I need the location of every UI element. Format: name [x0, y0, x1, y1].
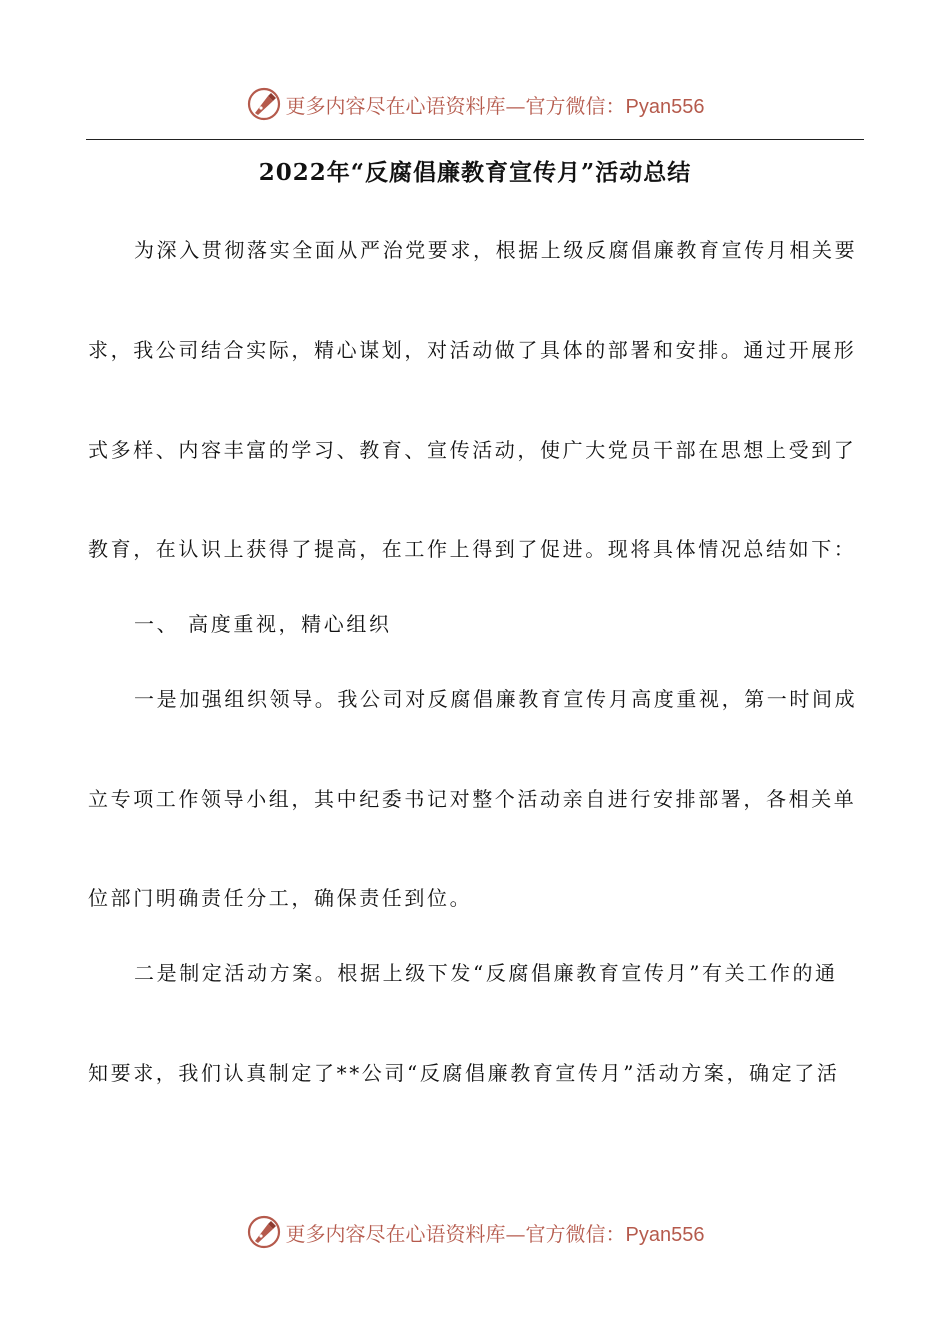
banner-account: Pyan556 [625, 1223, 705, 1246]
paragraph-line: 式多样、内容丰富的学习、教育、宣传活动，使广大党员干部在思想上受到了 [88, 438, 857, 462]
paragraph-line: 立专项工作领导小组，其中纪委书记对整个活动亲自进行安排部署，各相关单 [88, 787, 857, 811]
footer-banner [0, 1212, 950, 1252]
paragraph-line: 教育，在认识上获得了提高，在工作上得到了促进。现将具体情况总结如下： [88, 537, 857, 561]
banner-label: 更多内容尽在心语资料库—官方微信： [285, 1221, 626, 1246]
pen-nib-icon [246, 86, 282, 122]
header-rule [86, 139, 864, 140]
paragraph-line: 为深入贯彻落实全面从严治党要求，根据上级反腐倡廉教育宣传月相关要 [134, 238, 858, 262]
banner-text [286, 90, 705, 119]
banner-label: 更多内容尽在心语资料库—官方微信： [285, 93, 626, 118]
document-title: 2022年“反腐倡廉教育宣传月”活动总结 [258, 159, 692, 186]
paragraph-line: 一是加强组织领导。我公司对反腐倡廉教育宣传月高度重视，第一时间成 [134, 687, 858, 711]
paragraph-line: 求，我公司结合实际，精心谋划，对活动做了具体的部署和安排。通过开展形 [88, 338, 857, 362]
header-banner [0, 84, 950, 124]
section-heading: 一、 高度重视，精心组织 [134, 612, 392, 636]
pen-nib-icon [246, 1214, 282, 1250]
paragraph-line: 知要求，我们认真制定了**公司“反腐倡廉教育宣传月”活动方案，确定了活 [88, 1061, 840, 1085]
banner-account: Pyan556 [625, 95, 705, 118]
paragraph-line: 位部门明确责任分工，确保责任到位。 [88, 886, 473, 910]
banner-text [286, 1218, 705, 1247]
paragraph-line: 二是制定活动方案。根据上级下发“反腐倡廉教育宣传月”有关工作的通 [134, 961, 838, 985]
